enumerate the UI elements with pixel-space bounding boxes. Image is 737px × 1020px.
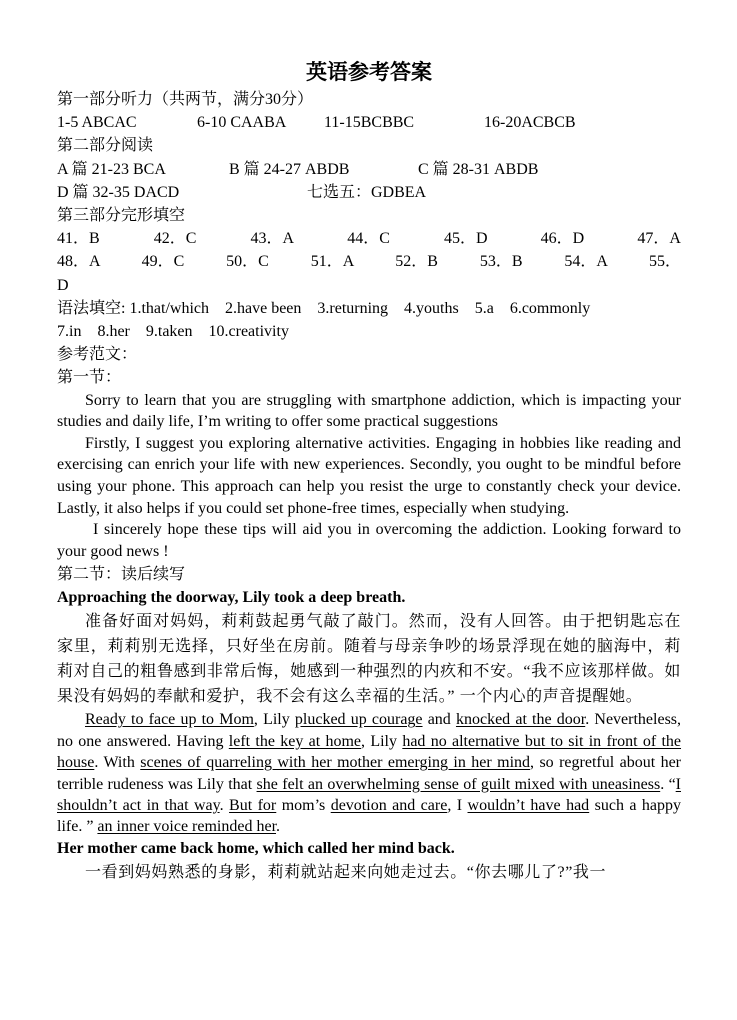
text-run: . Nevertheless, no one answered. Having [57, 711, 682, 750]
cloze-answer: 50．C [226, 253, 269, 271]
answer-key-page [57, 58, 681, 885]
grammar-line2: 7.in 8.her 9.taken 10.creativity [57, 323, 289, 341]
essay-paragraph: Firstly, I suggest you exploring alternative activities. Engaging in hobbies like reading and exercising can enrich your life with new experiences. Secondly, you ought to be mindful before using your phone. This approach can help you resist the urge to constantly check your device. Lastly, it also helps if you could set phone-free times, especially when studying. [57, 434, 681, 517]
cloze-row1 [57, 227, 681, 250]
text-run: , I [447, 797, 468, 815]
grammar-line1: 语法填空: 1.that/which 2.have been 3.returning 4.youths 5.a 6.commonly [57, 299, 591, 317]
cloze-answer: 55． [648, 253, 681, 271]
text-run: . “ [660, 775, 676, 793]
cloze-answer: 52．B [395, 253, 438, 271]
cloze-answer: 46．D [540, 230, 585, 248]
text-run: , Lily [253, 711, 295, 729]
sample-heading: 参考范文： [57, 346, 138, 364]
cloze-answer: 42．C [153, 230, 197, 248]
underlined-phrase: scenes of quarreling with her mother emerging in her mind [140, 754, 531, 772]
continuation-opening: Her mother came back home, which called her mind back. [57, 839, 455, 857]
listening-answer: 1-5 ABCAC [57, 114, 137, 132]
cloze-answer: 43．A [250, 230, 295, 248]
underlined-phrase: But for [229, 797, 277, 815]
section2-heading: 第二节：读后续写 [57, 566, 186, 584]
reading-answer: A 篇 21-23 BCA [57, 160, 166, 178]
listening-answer: 16-20ACBCB [484, 114, 576, 132]
text-run: such a happy life. ” [57, 797, 682, 836]
part3-heading: 第三部分完形填空 [57, 207, 186, 225]
text-run: mom’s [276, 797, 331, 815]
underlined-phrase: had no alternative but to sit in front of the house [57, 732, 682, 772]
section1-heading: 第一节： [57, 369, 122, 387]
text-run: . [276, 818, 281, 836]
underlined-phrase: Ready to face up to Mom [85, 711, 254, 729]
underlined-phrase: an inner voice reminded her [97, 818, 277, 836]
text-run: , so regretful about her terrible rudeness was Lily that [57, 754, 682, 793]
cloze-answer: 47．A [637, 230, 681, 248]
cloze-row3: D [57, 276, 69, 294]
cloze-row2 [57, 250, 681, 273]
text-run: and [422, 711, 456, 729]
text-run: . With [94, 754, 141, 772]
cloze-answer: 48．A [57, 253, 101, 271]
underlined-phrase: she felt an overwhelming sense of guilt mixed with uneasiness [256, 775, 661, 793]
continuation-opening: Approaching the doorway, Lily took a deep breath. [57, 588, 406, 606]
cloze-answer: 44．C [347, 230, 390, 248]
cloze-answer: 45．D [443, 230, 488, 248]
reading-answer: C 篇 28-31 ABDB [418, 160, 539, 178]
underlined-phrase: left the key at home [228, 732, 362, 750]
cloze-answer: 54．A [564, 253, 608, 271]
cloze-answer: 41．B [57, 230, 100, 248]
reading-answer: D 篇 32-35 DACD [57, 183, 180, 201]
english-paragraph [57, 709, 681, 837]
cloze-answer: 53．B [479, 253, 523, 271]
text-run: . [219, 797, 230, 815]
underlined-phrase: plucked up courage [294, 711, 423, 729]
chinese-paragraph: 一看到妈妈熟悉的身影，莉莉就站起来向她走过去。“你去哪儿了?”我一 [85, 863, 607, 881]
reading-answer: B 篇 24-27 ABDB [229, 160, 350, 178]
listening-answer: 6-10 CAABA [197, 114, 287, 132]
part2-heading: 第二部分阅读 [57, 137, 154, 155]
part1-heading: 第一部分听力（共两节，满分30分） [57, 91, 314, 108]
essay-paragraph: Sorry to learn that you are struggling with smartphone addiction, which is impacting your studies and daily life, I’m writing to offer some practical suggestions [57, 391, 681, 431]
page-title: 英语参考答案 [306, 60, 432, 84]
text-run: , Lily [361, 732, 403, 750]
underlined-phrase: wouldn’t have had [467, 797, 590, 815]
listening-answer: 11-15BCBBC [324, 114, 415, 132]
cloze-answer: 51．A [310, 253, 355, 271]
part2-row2 [57, 181, 681, 204]
cloze-answer: 49．C [141, 253, 185, 271]
part1-answers [57, 111, 681, 134]
reading-answer: 七选五：GDBEA [307, 183, 427, 201]
underlined-phrase: knocked at the door [455, 711, 586, 729]
essay-paragraph: I sincerely hope these tips will aid you in overcoming the addiction. Looking forward to your good news ! [57, 521, 681, 560]
underlined-phrase: devotion and care [330, 797, 448, 815]
part2-row1 [57, 158, 681, 181]
underlined-phrase: I shouldn’t act in that way [57, 775, 681, 815]
chinese-paragraph: 准备好面对妈妈，莉莉鼓起勇气敲了敲门。然而，没有人回答。由于把钥匙忘在家里，莉莉别无选择，只好坐在房前。随着与母亲争吵的场景浮现在她的脑海中，莉莉对自己的粗鲁感到非常后悔，她感到一种强烈的内疚和不安。“我不应该那样做。如果没有妈妈的奉献和爱护，我不会有这么幸福的生活。” 一个内心的声音提醒她。 [57, 612, 681, 706]
